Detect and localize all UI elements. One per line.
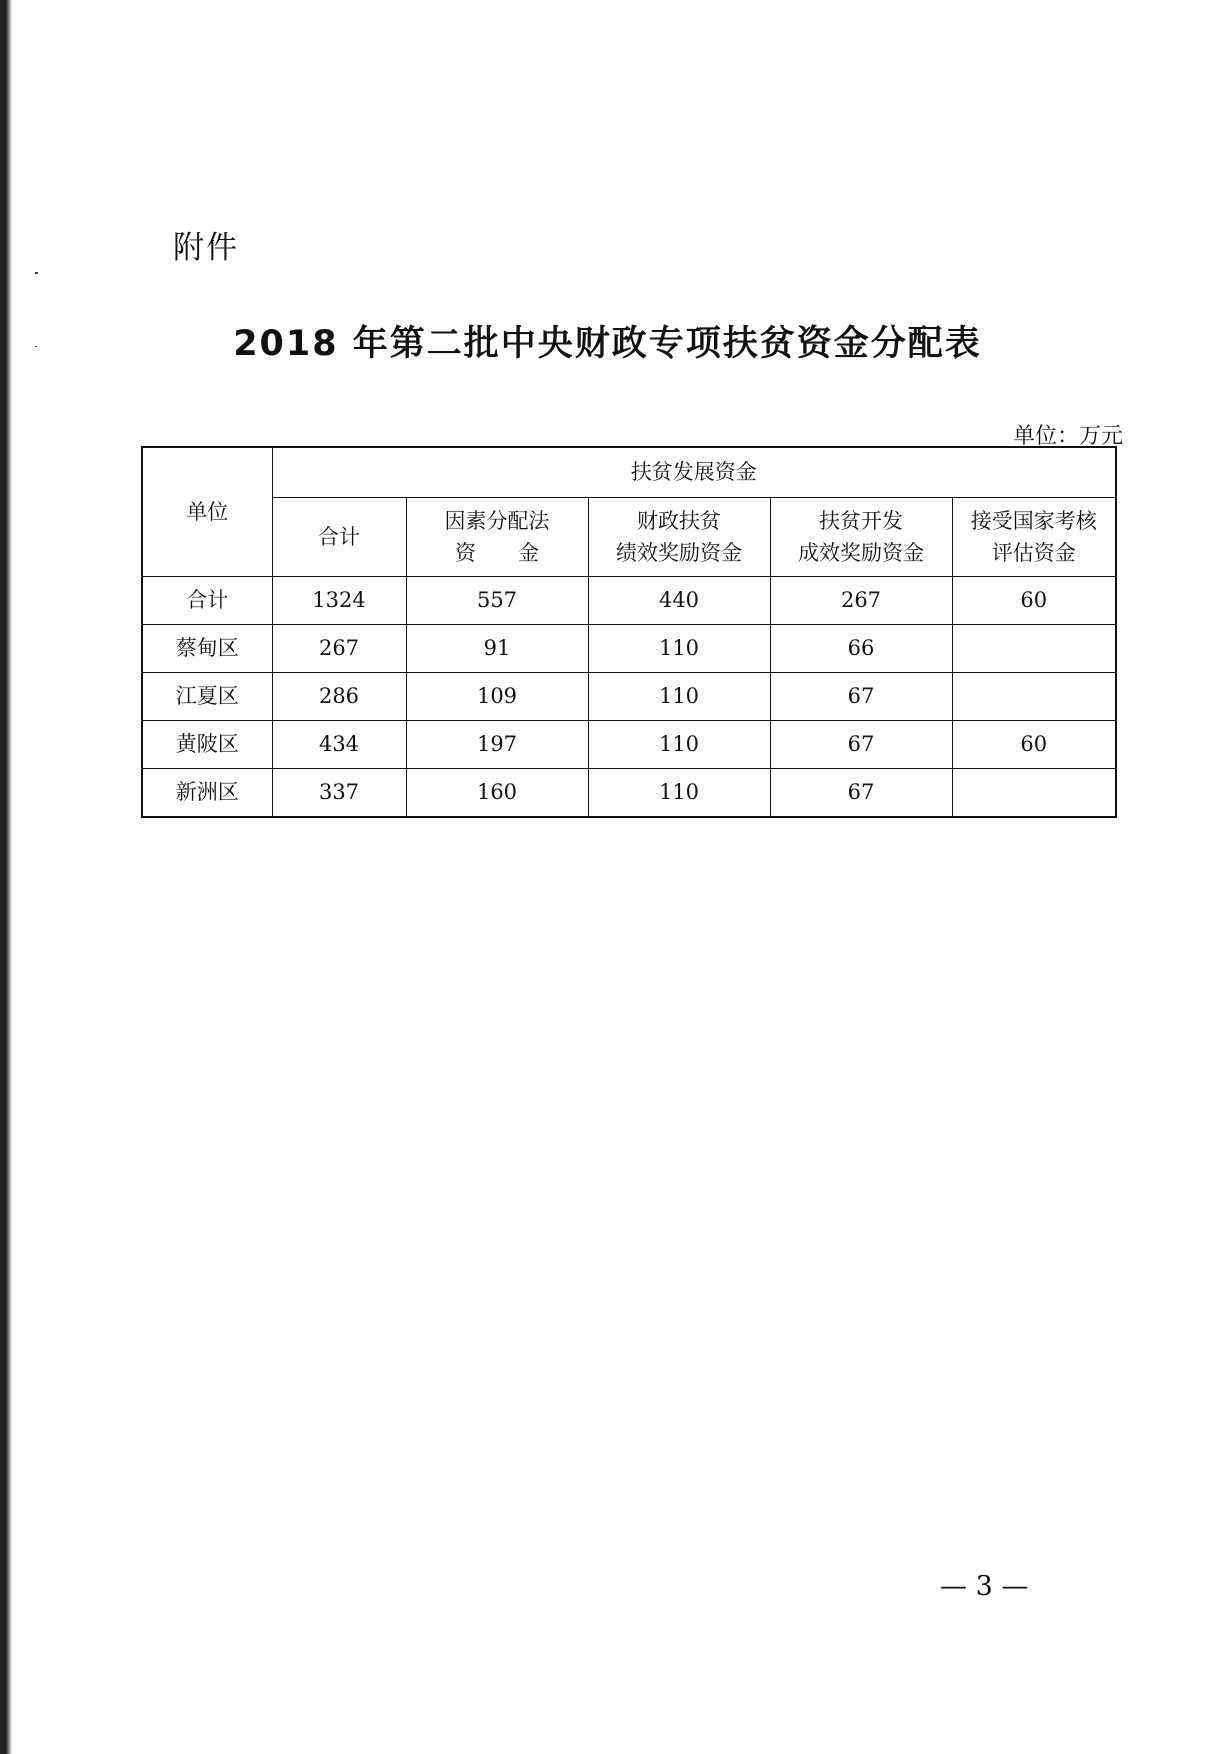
cell-factor: 91 <box>406 624 588 672</box>
cell-assessment <box>952 672 1116 720</box>
table-row <box>142 624 1116 672</box>
row-unit: 新洲区 <box>142 768 272 817</box>
cell-performance: 440 <box>588 576 770 624</box>
row-unit: 蔡甸区 <box>142 624 272 672</box>
cell-performance: 110 <box>588 720 770 768</box>
column-header: 合计 <box>272 497 406 576</box>
table-row <box>142 768 1116 817</box>
cell-assessment: 60 <box>952 576 1116 624</box>
cell-factor: 109 <box>406 672 588 720</box>
cell-total: 337 <box>272 768 406 817</box>
cell-assessment <box>952 768 1116 817</box>
cell-assessment: 60 <box>952 720 1116 768</box>
cell-total: 434 <box>272 720 406 768</box>
cell-performance: 110 <box>588 768 770 817</box>
table-row-total <box>142 576 1116 624</box>
cell-factor: 160 <box>406 768 588 817</box>
cell-factor: 197 <box>406 720 588 768</box>
cell-performance: 110 <box>588 624 770 672</box>
cell-effectiveness: 66 <box>770 624 952 672</box>
cell-total: 1324 <box>272 576 406 624</box>
document-title: 2018 年第二批中央财政专项扶贫资金分配表 <box>233 324 982 364</box>
column-header: 接受国家考核 评估资金 <box>952 497 1116 576</box>
column-header: 扶贫开发 成效奖励资金 <box>770 497 952 576</box>
cell-effectiveness: 67 <box>770 768 952 817</box>
unit-column-header: 单位 <box>142 447 272 576</box>
group-header: 扶贫发展资金 <box>272 447 1116 497</box>
unit-label: 单位：万元 <box>1012 424 1123 449</box>
table-header-row <box>142 447 1116 497</box>
cell-effectiveness: 67 <box>770 720 952 768</box>
scan-left-edge <box>0 0 12 1754</box>
row-unit: 黄陂区 <box>142 720 272 768</box>
cell-total: 286 <box>272 672 406 720</box>
cell-total: 267 <box>272 624 406 672</box>
column-header: 因素分配法 资 金 <box>406 497 588 576</box>
cell-performance: 110 <box>588 672 770 720</box>
cell-effectiveness: 67 <box>770 672 952 720</box>
row-unit: 合计 <box>142 576 272 624</box>
allocation-table <box>141 446 1117 818</box>
scan-speck <box>35 272 38 274</box>
cell-factor: 557 <box>406 576 588 624</box>
cell-assessment <box>952 624 1116 672</box>
row-unit: 江夏区 <box>142 672 272 720</box>
table-subheader-row <box>142 497 1116 576</box>
table-row <box>142 720 1116 768</box>
attachment-label: 附件 <box>173 230 239 266</box>
cell-effectiveness: 267 <box>770 576 952 624</box>
column-header: 财政扶贫 绩效奖励资金 <box>588 497 770 576</box>
table-row <box>142 672 1116 720</box>
page-number: — 3 — <box>940 1571 1029 1602</box>
